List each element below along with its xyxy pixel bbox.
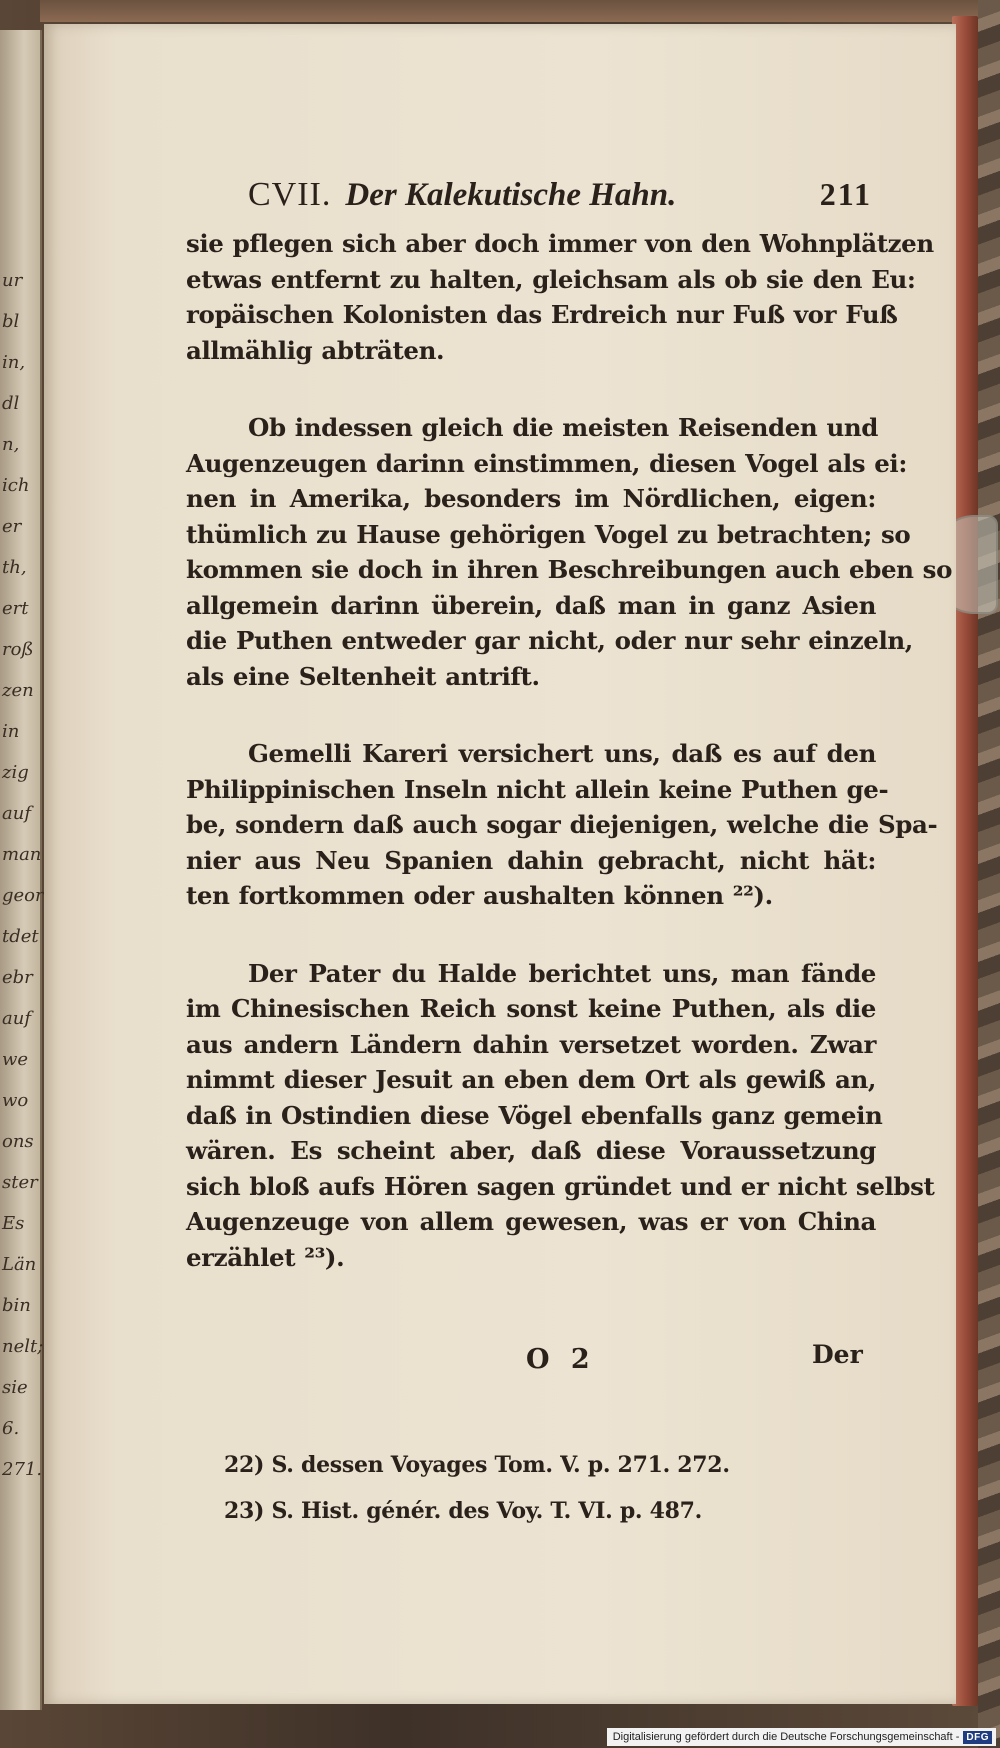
text-line: Der Pater du Halde berichtet uns, man fände — [248, 958, 876, 988]
text-line: die Puthen entweder gar nicht, oder nur sehr einzeln, — [186, 626, 913, 655]
text-line: sie pflegen sich aber doch immer von den Wohnplätzen — [186, 229, 934, 258]
text-line: Philippinischen Inseln nicht allein keine Puthen ge- — [186, 774, 889, 804]
footnote: 23) S. Hist. génér. des Voy. T. VI. p. 487. — [224, 1498, 703, 1524]
left-page-fragment: wo — [2, 1090, 29, 1111]
digitization-credit-bar — [607, 1728, 996, 1746]
left-page-fragment: n, — [2, 434, 20, 455]
left-page-fragment: Es — [2, 1213, 25, 1234]
footnotes — [224, 1442, 824, 1534]
left-page-fragment: in — [2, 721, 20, 742]
running-title: Der Kalekutische Hahn. — [345, 177, 677, 213]
text-line: Ob indessen gleich die meisten Reisenden und — [248, 413, 879, 442]
left-page-strip — [0, 30, 42, 1710]
left-page-fragment: in, — [2, 352, 26, 373]
left-page-fragment: we — [2, 1049, 29, 1070]
text-line: Gemelli Kareri versichert uns, daß es auf den — [248, 739, 876, 768]
text-line: erzählet ²³). — [186, 1242, 345, 1272]
text-line: nen in Amerika, besonders im Nördlichen, eigen: — [186, 484, 876, 513]
left-page-fragment: ster — [2, 1172, 38, 1193]
chapter-numeral: CVII. — [248, 176, 332, 213]
left-page-fragment: nelt; — [2, 1336, 44, 1357]
left-page-fragment: ons — [2, 1131, 34, 1152]
signature-mark: O 2 — [526, 1344, 596, 1375]
text-line: daß in Ostindien diese Vögel ebenfalls ganz gemein — [186, 1100, 883, 1130]
left-page-fragment: zen — [2, 680, 34, 701]
text-line: be, sondern daß auch sogar diejenigen, welche die Spa- — [186, 810, 938, 839]
text-line: nimmt dieser Jesuit an eben dem Ort als gewiß an, — [186, 1065, 876, 1094]
dfg-logo-icon: DFG — [963, 1731, 992, 1744]
book-page — [44, 24, 956, 1704]
left-page-fragment: ert — [2, 598, 29, 619]
main-text — [186, 226, 953, 1317]
left-page-fragment: th, — [2, 557, 27, 578]
left-page-fragment: ich — [2, 475, 30, 496]
text-line: etwas entfernt zu halten, gleichsam als ob sie den Eu: — [186, 264, 916, 294]
paragraph — [186, 226, 934, 368]
left-page-fragment: geor — [2, 885, 44, 906]
text-line: ropäischen Kolonisten das Erdreich nur Fuß vor Fuß — [186, 300, 898, 329]
left-page-fragment: 6. — [2, 1418, 20, 1439]
text-line: kommen sie doch in ihren Beschreibungen auch eben so — [186, 555, 953, 584]
text-line: ten fortkommen oder aushalten können ²²). — [186, 881, 773, 910]
left-page-fragment: roß — [2, 639, 34, 660]
left-page-fragment: er — [2, 516, 22, 537]
left-page-fragment: sie — [2, 1377, 28, 1398]
text-line: im Chinesischen Reich sonst keine Puthen, als die — [186, 994, 876, 1023]
left-page-fragment: man — [2, 844, 42, 865]
text-line: aus andern Ländern dahin versetzet worden. Zwar — [186, 1029, 876, 1059]
text-line: allgemein darinn überein, daß man in ganz Asien — [186, 590, 876, 620]
left-page-fragment: bin — [2, 1295, 31, 1316]
text-line: wären. Es scheint aber, daß diese Voraussetzung — [186, 1136, 876, 1165]
book-top-edge — [40, 0, 980, 22]
paragraph — [186, 956, 935, 1276]
left-page-fragment: bl — [2, 311, 20, 332]
left-page-fragment: Län — [2, 1254, 37, 1275]
left-page-fragment: ur — [2, 270, 23, 291]
text-line: allmählig abträten. — [186, 335, 445, 365]
running-header — [248, 176, 872, 214]
left-page-fragment: auf — [2, 803, 31, 824]
left-page-fragment: ebr — [2, 967, 33, 988]
footnote: 22) S. dessen Voyages Tom. V. p. 271. 272. — [224, 1452, 730, 1478]
left-page-fragment: dl — [2, 393, 20, 414]
digitization-credit: Digitalisierung gefördert durch die Deutsche Forschungsgemeinschaft - — [612, 1731, 960, 1743]
paragraph — [186, 736, 938, 914]
paragraph — [186, 410, 953, 694]
text-line: Augenzeuge von allem gewesen, was er von China — [186, 1207, 876, 1236]
text-line: nier aus Neu Spanien dahin gebracht, nicht hät: — [186, 845, 876, 875]
text-line: sich bloß aufs Hören sagen gründet und er nicht selbst — [186, 1171, 935, 1201]
marbled-cover-edge — [978, 0, 1000, 1748]
text-line: thümlich zu Hause gehörigen Vogel zu betrachten; so — [186, 519, 911, 549]
left-page-fragment: zig — [2, 762, 29, 783]
page-number: 211 — [819, 176, 872, 212]
left-page-fragment: auf — [2, 1008, 31, 1029]
left-page-fragment: tdet — [2, 926, 39, 947]
catchword: Der — [812, 1340, 863, 1369]
text-line: als eine Seltenheit antrift. — [186, 661, 540, 691]
text-line: Augenzeugen darinn einstimmen, diesen Vogel als ei: — [186, 448, 907, 478]
left-page-fragment: 271. — [2, 1459, 43, 1480]
